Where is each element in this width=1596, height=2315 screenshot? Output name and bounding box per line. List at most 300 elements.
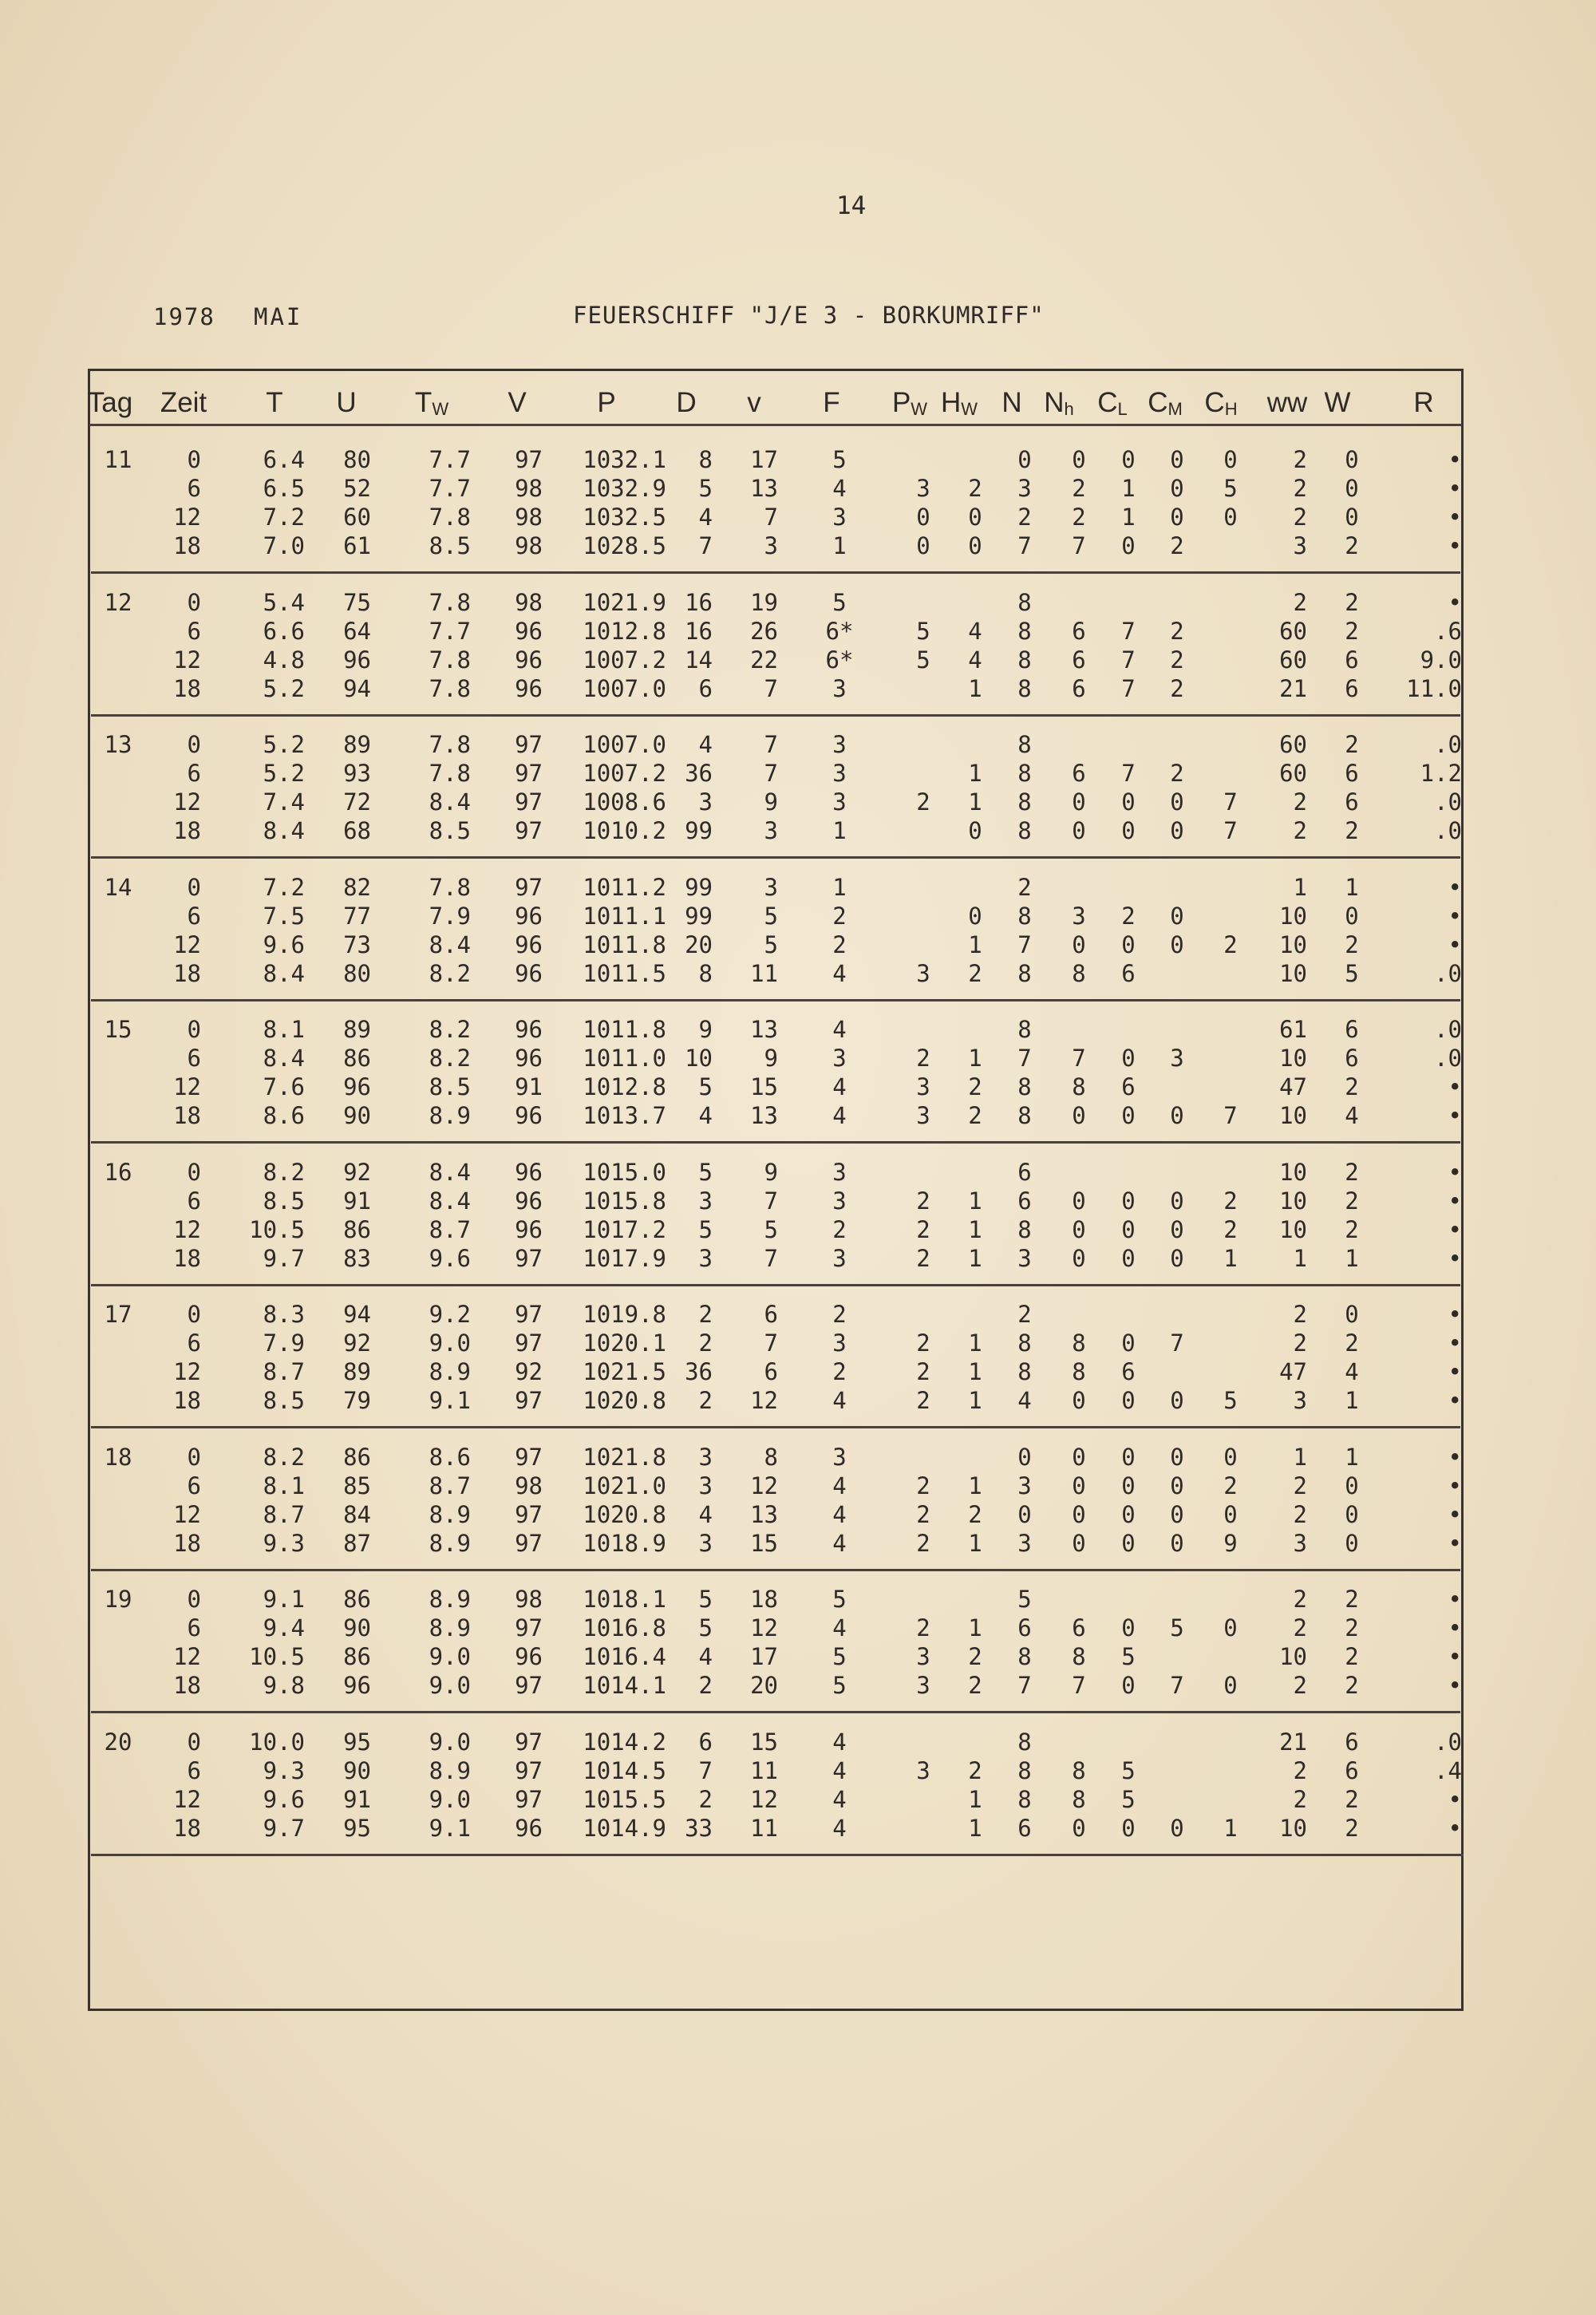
- table-cell-f: 2: [832, 903, 847, 930]
- table-cell-f: 4: [832, 1530, 847, 1557]
- column-header-label: F: [823, 387, 840, 418]
- table-cell-t: 8.4: [263, 1045, 305, 1072]
- table-cell-r: •: [1448, 1301, 1462, 1328]
- table-cell-v: 97: [515, 1786, 543, 1813]
- table-cell-cl: 0: [1121, 1216, 1136, 1243]
- table-cell-t: 7.4: [263, 788, 305, 816]
- table-cell-nh: 0: [1072, 1387, 1086, 1414]
- day-label: 18: [104, 1444, 132, 1471]
- table-cell-cm: 0: [1170, 1102, 1184, 1129]
- day-separator-rule: [91, 571, 1460, 574]
- table-cell-f: 1: [832, 532, 847, 559]
- table-cell-v: 97: [515, 1614, 543, 1641]
- column-header-label: C: [1097, 387, 1118, 418]
- table-cell-ww: 10: [1279, 931, 1307, 958]
- table-cell-nh: 6: [1072, 646, 1086, 674]
- table-cell-hw: 1: [968, 1358, 982, 1385]
- table-cell-pw: 5: [916, 618, 930, 645]
- table-cell-cm: 2: [1170, 618, 1184, 645]
- table-cell-r: .0: [1434, 788, 1462, 816]
- table-cell-p: 1032.5: [583, 504, 666, 531]
- table-cell-w: 0: [1345, 446, 1359, 473]
- table-cell-w: 6: [1345, 675, 1359, 702]
- table-cell-d: 20: [685, 931, 713, 958]
- table-cell-f: 4: [832, 1016, 847, 1043]
- table-cell-p: 1021.8: [583, 1444, 666, 1471]
- table-cell-u: 75: [343, 589, 371, 616]
- table-cell-v: 5: [764, 903, 778, 930]
- table-cell-zeit: 18: [173, 675, 201, 702]
- table-cell-tw: 7.8: [429, 589, 471, 616]
- table-cell-cm: 0: [1170, 1216, 1184, 1243]
- table-cell-cm: 0: [1170, 931, 1184, 958]
- table-cell-w: 0: [1345, 475, 1359, 502]
- table-cell-nh: 0: [1072, 446, 1086, 473]
- table-cell-t: 8.5: [263, 1187, 305, 1215]
- table-cell-u: 61: [343, 532, 371, 559]
- table-cell-ww: 1: [1293, 1245, 1307, 1272]
- table-cell-zeit: 0: [187, 1016, 201, 1043]
- table-cell-v: 9: [764, 1045, 778, 1072]
- table-cell-cl: 0: [1121, 1045, 1136, 1072]
- table-cell-d: 5: [698, 475, 713, 502]
- table-cell-pw: 0: [916, 504, 930, 531]
- table-cell-nh: 0: [1072, 1187, 1086, 1215]
- table-cell-f: 3: [832, 504, 847, 531]
- table-cell-w: 6: [1345, 1757, 1359, 1784]
- table-cell-ww: 2: [1293, 446, 1307, 473]
- table-cell-f: 4: [832, 1614, 847, 1641]
- table-cell-hw: 2: [968, 475, 982, 502]
- table-cell-v: 7: [764, 1245, 778, 1272]
- table-cell-zeit: 12: [173, 1786, 201, 1813]
- table-cell-nh: 8: [1072, 1643, 1086, 1670]
- table-cell-n: 0: [1017, 1501, 1032, 1528]
- table-cell-n: 6: [1017, 1815, 1032, 1842]
- table-cell-n: 3: [1017, 1530, 1032, 1557]
- table-cell-cl: 0: [1121, 1815, 1136, 1842]
- table-cell-f: 3: [832, 1045, 847, 1072]
- table-cell-v: 98: [515, 1586, 543, 1613]
- table-cell-n: 7: [1017, 1672, 1032, 1699]
- table-cell-hw: 1: [968, 1045, 982, 1072]
- table-cell-r: •: [1448, 1815, 1462, 1842]
- table-cell-ww: 3: [1293, 1387, 1307, 1414]
- table-cell-ww: 3: [1293, 1530, 1307, 1557]
- table-cell-d: 36: [685, 1358, 713, 1385]
- table-cell-cm: 2: [1170, 532, 1184, 559]
- table-cell-zeit: 12: [173, 504, 201, 531]
- column-header-label: T: [414, 387, 433, 418]
- table-cell-tw: 8.5: [429, 532, 471, 559]
- table-cell-t: 8.3: [263, 1301, 305, 1328]
- table-cell-v: 3: [764, 532, 778, 559]
- table-cell-u: 95: [343, 1728, 371, 1756]
- table-cell-w: 2: [1345, 1216, 1359, 1243]
- table-cell-tw: 8.9: [429, 1614, 471, 1641]
- table-cell-zeit: 12: [173, 1643, 201, 1670]
- table-cell-ww: 10: [1279, 1815, 1307, 1842]
- table-cell-nh: 6: [1072, 618, 1086, 645]
- table-cell-t: 9.3: [263, 1530, 305, 1557]
- table-cell-f: 3: [832, 788, 847, 816]
- day-separator-rule: [91, 1854, 1464, 1856]
- table-cell-v: 97: [515, 1672, 543, 1699]
- table-cell-pw: 2: [916, 1329, 930, 1357]
- header-month: MAI: [254, 303, 303, 330]
- table-cell-n: 2: [1017, 874, 1032, 901]
- table-cell-t: 7.2: [263, 504, 305, 531]
- table-cell-cl: 5: [1121, 1643, 1136, 1670]
- table-cell-d: 6: [698, 1728, 713, 1756]
- table-cell-v: 12: [750, 1472, 778, 1499]
- table-cell-t: 9.8: [263, 1672, 305, 1699]
- table-cell-w: 2: [1345, 1187, 1359, 1215]
- day-separator-rule: [91, 999, 1460, 1001]
- table-cell-n: 8: [1017, 1329, 1032, 1357]
- table-cell-p: 1013.7: [583, 1102, 666, 1129]
- table-cell-f: 4: [832, 1757, 847, 1784]
- table-cell-v: 96: [515, 646, 543, 674]
- table-cell-ww: 2: [1293, 475, 1307, 502]
- table-cell-v: 97: [515, 1757, 543, 1784]
- table-cell-u: 64: [343, 618, 371, 645]
- table-cell-p: 1032.1: [583, 446, 666, 473]
- table-cell-ch: 2: [1223, 1472, 1238, 1499]
- column-header-label: P: [891, 387, 911, 418]
- table-cell-ww: 2: [1293, 589, 1307, 616]
- table-cell-ww: 10: [1279, 960, 1307, 987]
- table-cell-p: 1007.0: [583, 675, 666, 702]
- table-cell-cm: 0: [1170, 1530, 1184, 1557]
- table-cell-v: 97: [515, 1444, 543, 1471]
- table-cell-ww: 2: [1293, 1501, 1307, 1528]
- table-cell-pw: 2: [916, 1472, 930, 1499]
- table-cell-v: 98: [515, 589, 543, 616]
- table-cell-t: 5.2: [263, 760, 305, 787]
- table-cell-cm: 5: [1170, 1614, 1184, 1641]
- table-cell-cl: 5: [1121, 1786, 1136, 1813]
- day-label: 11: [104, 446, 132, 473]
- table-cell-v: 98: [515, 1472, 543, 1499]
- table-cell-w: 6: [1345, 1728, 1359, 1756]
- table-cell-d: 99: [685, 817, 713, 844]
- column-header-p: [563, 389, 650, 417]
- table-cell-n: 8: [1017, 1073, 1032, 1100]
- column-header-label: Tag: [87, 387, 133, 418]
- table-cell-p: 1016.8: [583, 1614, 666, 1641]
- table-cell-cm: 2: [1170, 675, 1184, 702]
- day-separator-rule: [91, 1141, 1460, 1144]
- table-cell-v: 11: [750, 1757, 778, 1784]
- table-cell-cl: 0: [1121, 1387, 1136, 1414]
- table-cell-u: 73: [343, 931, 371, 958]
- table-cell-n: 2: [1017, 1301, 1032, 1328]
- table-cell-pw: 3: [916, 960, 930, 987]
- day-label: 13: [104, 731, 132, 758]
- day-separator-rule: [91, 1569, 1460, 1571]
- table-cell-zeit: 18: [173, 532, 201, 559]
- column-header-u: [302, 389, 390, 417]
- table-cell-f: 2: [832, 1301, 847, 1328]
- table-cell-d: 4: [698, 731, 713, 758]
- table-cell-tw: 7.7: [429, 618, 471, 645]
- table-cell-u: 92: [343, 1329, 371, 1357]
- table-cell-ch: 5: [1223, 475, 1238, 502]
- table-cell-v: 11: [750, 960, 778, 987]
- table-cell-tw: 8.4: [429, 788, 471, 816]
- table-cell-ch: 2: [1223, 1187, 1238, 1215]
- table-cell-r: •: [1448, 1501, 1462, 1528]
- table-cell-w: 0: [1345, 1301, 1359, 1328]
- table-cell-zeit: 12: [173, 1501, 201, 1528]
- table-cell-cm: 0: [1170, 475, 1184, 502]
- table-cell-v: 96: [515, 960, 543, 987]
- table-cell-u: 52: [343, 475, 371, 502]
- table-cell-v: 97: [515, 788, 543, 816]
- table-cell-p: 1018.9: [583, 1530, 666, 1557]
- table-cell-t: 8.7: [263, 1501, 305, 1528]
- table-cell-w: 4: [1345, 1358, 1359, 1385]
- table-cell-hw: 2: [968, 1643, 982, 1670]
- table-cell-zeit: 0: [187, 1159, 201, 1186]
- table-cell-r: •: [1448, 532, 1462, 559]
- table-cell-ch: 2: [1223, 931, 1238, 958]
- table-cell-v: 9: [764, 1159, 778, 1186]
- table-cell-ww: 2: [1293, 1301, 1307, 1328]
- column-header-subscript: W: [432, 399, 449, 419]
- table-cell-t: 5.2: [263, 675, 305, 702]
- table-cell-cl: 7: [1121, 675, 1136, 702]
- table-cell-v: 96: [515, 1016, 543, 1043]
- table-cell-ww: 10: [1279, 1187, 1307, 1215]
- table-cell-n: 4: [1017, 1387, 1032, 1414]
- table-cell-d: 3: [698, 1444, 713, 1471]
- table-cell-ww: 2: [1293, 1672, 1307, 1699]
- table-cell-v: 15: [750, 1728, 778, 1756]
- table-cell-ww: 2: [1293, 1472, 1307, 1499]
- table-cell-v: 15: [750, 1530, 778, 1557]
- table-cell-d: 3: [698, 788, 713, 816]
- table-cell-p: 1017.9: [583, 1245, 666, 1272]
- table-cell-d: 4: [698, 1102, 713, 1129]
- table-cell-hw: 0: [968, 817, 982, 844]
- table-cell-r: .0: [1434, 960, 1462, 987]
- table-cell-nh: 8: [1072, 1073, 1086, 1100]
- table-cell-v: 98: [515, 532, 543, 559]
- day-separator-rule: [91, 714, 1460, 717]
- table-cell-nh: 8: [1072, 1757, 1086, 1784]
- table-cell-pw: 5: [916, 646, 930, 674]
- page-number: 14: [836, 192, 867, 220]
- table-cell-r: .0: [1434, 1045, 1462, 1072]
- table-cell-n: 3: [1017, 475, 1032, 502]
- table-cell-v: 96: [515, 1045, 543, 1072]
- table-cell-d: 2: [698, 1672, 713, 1699]
- table-cell-ww: 1: [1293, 874, 1307, 901]
- table-cell-zeit: 6: [187, 618, 201, 645]
- table-cell-t: 9.1: [263, 1586, 305, 1613]
- table-cell-w: 1: [1345, 1245, 1359, 1272]
- table-cell-v: 19: [750, 589, 778, 616]
- table-cell-r: •: [1448, 475, 1462, 502]
- table-cell-v: 96: [515, 1159, 543, 1186]
- day-label: 15: [104, 1016, 132, 1043]
- table-cell-zeit: 18: [173, 1102, 201, 1129]
- table-cell-ww: 21: [1279, 1728, 1307, 1756]
- table-cell-d: 99: [685, 903, 713, 930]
- table-cell-zeit: 18: [173, 1815, 201, 1842]
- table-cell-hw: 1: [968, 931, 982, 958]
- table-cell-nh: 0: [1072, 1530, 1086, 1557]
- table-cell-v: 15: [750, 1073, 778, 1100]
- table-cell-n: 6: [1017, 1187, 1032, 1215]
- table-cell-tw: 7.8: [429, 646, 471, 674]
- table-cell-u: 79: [343, 1387, 371, 1414]
- column-header-subscript: L: [1117, 399, 1128, 419]
- table-cell-ww: 21: [1279, 675, 1307, 702]
- table-cell-cm: 0: [1170, 788, 1184, 816]
- table-cell-zeit: 0: [187, 446, 201, 473]
- table-cell-cl: 0: [1121, 532, 1136, 559]
- table-cell-w: 6: [1345, 1045, 1359, 1072]
- table-cell-hw: 1: [968, 675, 982, 702]
- table-cell-cl: 7: [1121, 618, 1136, 645]
- table-cell-v: 96: [515, 931, 543, 958]
- table-cell-d: 5: [698, 1586, 713, 1613]
- table-cell-p: 1020.1: [583, 1329, 666, 1357]
- table-cell-t: 8.4: [263, 960, 305, 987]
- table-cell-tw: 8.9: [429, 1757, 471, 1784]
- table-cell-w: 0: [1345, 504, 1359, 531]
- table-cell-t: 8.1: [263, 1472, 305, 1499]
- table-cell-cl: 6: [1121, 1358, 1136, 1385]
- header-year: 1978: [153, 303, 215, 330]
- table-cell-cm: 0: [1170, 903, 1184, 930]
- table-cell-p: 1028.5: [583, 532, 666, 559]
- table-cell-cl: 0: [1121, 1187, 1136, 1215]
- table-cell-hw: 1: [968, 1216, 982, 1243]
- table-cell-zeit: 12: [173, 1073, 201, 1100]
- table-cell-v: 97: [515, 731, 543, 758]
- table-cell-v: 96: [515, 1216, 543, 1243]
- table-cell-zeit: 6: [187, 1757, 201, 1784]
- table-cell-ww: 10: [1279, 903, 1307, 930]
- table-cell-hw: 1: [968, 1786, 982, 1813]
- day-label: 12: [104, 589, 132, 616]
- table-cell-v: 96: [515, 903, 543, 930]
- table-cell-n: 7: [1017, 532, 1032, 559]
- table-cell-cl: 1: [1121, 504, 1136, 531]
- table-cell-t: 6.6: [263, 618, 305, 645]
- table-cell-n: 8: [1017, 675, 1032, 702]
- table-cell-r: .6: [1434, 618, 1462, 645]
- table-cell-p: 1007.0: [583, 731, 666, 758]
- table-cell-w: 4: [1345, 1102, 1359, 1129]
- table-cell-t: 8.2: [263, 1444, 305, 1471]
- table-cell-cl: 0: [1121, 1672, 1136, 1699]
- table-cell-d: 33: [685, 1815, 713, 1842]
- table-cell-zeit: 0: [187, 1444, 201, 1471]
- table-cell-nh: 0: [1072, 1501, 1086, 1528]
- column-header-zeit: [140, 389, 227, 417]
- table-cell-r: •: [1448, 1329, 1462, 1357]
- table-cell-u: 72: [343, 788, 371, 816]
- table-cell-n: 8: [1017, 788, 1032, 816]
- table-cell-p: 1017.2: [583, 1216, 666, 1243]
- table-cell-p: 1014.9: [583, 1815, 666, 1842]
- table-cell-w: 2: [1345, 1614, 1359, 1641]
- table-cell-r: •: [1448, 903, 1462, 930]
- table-cell-d: 4: [698, 1501, 713, 1528]
- table-cell-w: 2: [1345, 1643, 1359, 1670]
- table-cell-tw: 7.8: [429, 504, 471, 531]
- column-header-f: [788, 389, 875, 417]
- table-cell-p: 1011.2: [583, 874, 666, 901]
- table-cell-tw: 8.6: [429, 1444, 471, 1471]
- table-cell-v: 97: [515, 1530, 543, 1557]
- table-cell-d: 4: [698, 1643, 713, 1670]
- table-cell-tw: 7.9: [429, 903, 471, 930]
- table-cell-t: 7.5: [263, 903, 305, 930]
- table-cell-p: 1015.8: [583, 1187, 666, 1215]
- column-header-subscript: h: [1064, 399, 1074, 419]
- table-cell-p: 1014.5: [583, 1757, 666, 1784]
- table-cell-w: 6: [1345, 646, 1359, 674]
- day-separator-rule: [91, 1426, 1460, 1428]
- table-cell-v: 20: [750, 1672, 778, 1699]
- table-cell-ch: 9: [1223, 1530, 1238, 1557]
- table-cell-v: 13: [750, 1102, 778, 1129]
- table-cell-u: 90: [343, 1757, 371, 1784]
- table-cell-v: 5: [764, 931, 778, 958]
- table-cell-n: 8: [1017, 731, 1032, 758]
- table-cell-v: 17: [750, 1643, 778, 1670]
- table-cell-tw: 8.2: [429, 960, 471, 987]
- table-cell-tw: 9.0: [429, 1728, 471, 1756]
- table-cell-f: 1: [832, 817, 847, 844]
- table-cell-cm: 2: [1170, 760, 1184, 787]
- column-header-label: N: [1001, 387, 1022, 418]
- table-cell-cm: 0: [1170, 1472, 1184, 1499]
- table-cell-r: •: [1448, 1358, 1462, 1385]
- table-cell-cl: 6: [1121, 1073, 1136, 1100]
- table-cell-tw: 7.8: [429, 675, 471, 702]
- table-cell-n: 7: [1017, 931, 1032, 958]
- table-cell-zeit: 18: [173, 960, 201, 987]
- table-cell-d: 16: [685, 618, 713, 645]
- table-cell-t: 10.5: [249, 1643, 305, 1670]
- table-cell-u: 86: [343, 1444, 371, 1471]
- table-cell-pw: 3: [916, 1672, 930, 1699]
- table-cell-tw: 8.9: [429, 1358, 471, 1385]
- table-cell-cm: 0: [1170, 1815, 1184, 1842]
- column-header-label: v: [747, 387, 761, 418]
- table-cell-p: 1011.5: [583, 960, 666, 987]
- table-cell-tw: 7.8: [429, 731, 471, 758]
- table-cell-hw: 2: [968, 1073, 982, 1100]
- table-cell-f: 4: [832, 1073, 847, 1100]
- table-cell-cl: 0: [1121, 817, 1136, 844]
- table-cell-ww: 10: [1279, 1102, 1307, 1129]
- table-cell-cm: 0: [1170, 446, 1184, 473]
- table-cell-d: 2: [698, 1301, 713, 1328]
- table-cell-r: .0: [1434, 817, 1462, 844]
- table-cell-pw: 3: [916, 475, 930, 502]
- table-cell-v: 11: [750, 1815, 778, 1842]
- table-cell-u: 84: [343, 1501, 371, 1528]
- table-cell-ww: 60: [1279, 646, 1307, 674]
